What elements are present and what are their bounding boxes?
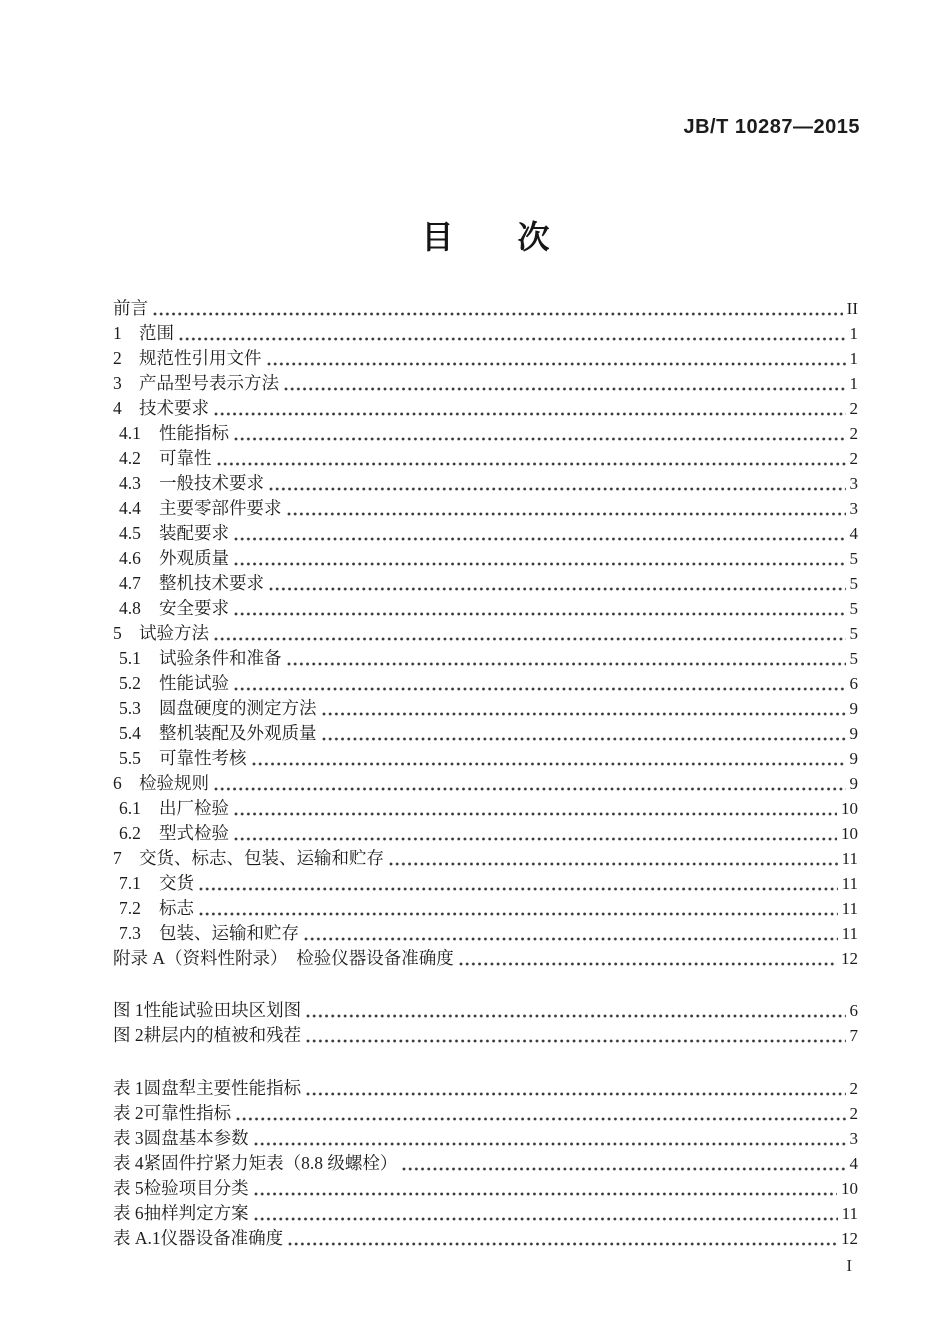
toc-entry-number: 表 6 (113, 1203, 144, 1223)
toc-entry-label: 圆盘基本参数 (143, 1128, 249, 1148)
toc-entry-number: 表 3 (113, 1128, 144, 1148)
toc-entry (113, 396, 858, 421)
toc-entry-page: 5 (849, 549, 858, 568)
toc-dotted-leader (153, 311, 843, 317)
toc-entry-label: 仪器设备准确度 (160, 1228, 284, 1248)
toc-entry (113, 596, 858, 621)
toc-dotted-leader (288, 1241, 837, 1247)
toc-dotted-leader (234, 686, 846, 692)
toc-entry-number: 1 (113, 323, 122, 343)
toc-entry-label: 装配要求 (159, 523, 229, 543)
toc-dotted-leader (234, 611, 846, 617)
toc-entry-number: 4.5 (119, 523, 141, 543)
toc-entry-number: 5.4 (119, 723, 141, 743)
toc-entry-page: 10 (841, 1179, 858, 1198)
table-of-contents (113, 296, 858, 1251)
toc-entry-page: 11 (841, 1204, 858, 1223)
toc-dotted-leader (284, 386, 846, 392)
toc-entry-page: 9 (849, 699, 858, 718)
toc-entry-page: 11 (841, 849, 858, 868)
toc-entry-number: 7.3 (119, 923, 141, 943)
toc-entry (113, 346, 858, 371)
toc-dotted-leader (214, 636, 846, 642)
toc-entry (113, 471, 858, 496)
toc-entry-label: 试验方法 (139, 623, 209, 643)
toc-entry-label: 标志 (159, 898, 194, 918)
toc-dotted-leader (234, 811, 837, 817)
toc-entry (113, 771, 858, 796)
footer-page-number: I (846, 1256, 852, 1275)
toc-dotted-leader (269, 486, 846, 492)
toc-dotted-leader (254, 1141, 846, 1147)
toc-entry-number: 4.7 (119, 573, 141, 593)
toc-entry-page: 3 (849, 1129, 858, 1148)
toc-entry (113, 998, 858, 1023)
toc-entry (113, 871, 858, 896)
toc-entry-number: 4.6 (119, 548, 141, 568)
toc-entry (113, 371, 858, 396)
toc-entry (113, 1023, 858, 1048)
toc-entry-page: 11 (841, 924, 858, 943)
toc-entry (113, 921, 858, 946)
toc-entry-label: 检验项目分类 (143, 1178, 249, 1198)
toc-entry (113, 896, 858, 921)
toc-entry-number: 表 A.1 (113, 1228, 161, 1248)
toc-entry-page: 2 (849, 399, 858, 418)
toc-dotted-leader (252, 761, 846, 767)
toc-entry-label: 型式检验 (159, 823, 229, 843)
toc-entry-label: 圆盘犁主要性能指标 (143, 1078, 302, 1098)
toc-entry (113, 1151, 858, 1176)
toc-entry-page: 10 (841, 799, 858, 818)
toc-dotted-leader (322, 711, 846, 717)
toc-dotted-leader (287, 511, 846, 517)
toc-entry-label: 产品型号表示方法 (139, 373, 279, 393)
toc-entry-label: 可靠性指标 (143, 1103, 232, 1123)
toc-entry-page: 2 (849, 1079, 858, 1098)
toc-entry-page: 4 (849, 1154, 858, 1173)
toc-entry-label: 范围 (139, 323, 174, 343)
toc-entry-label: 一般技术要求 (159, 473, 264, 493)
toc-entry-page: 11 (841, 874, 858, 893)
toc-dotted-leader (214, 411, 846, 417)
toc-entry-label: 可靠性考核 (159, 748, 247, 768)
toc-entry (113, 1126, 858, 1151)
toc-entry-page: 9 (849, 724, 858, 743)
toc-entry-number: 2 (113, 348, 122, 368)
toc-entry-label: 整机装配及外观质量 (159, 723, 317, 743)
toc-entry-page: 2 (849, 449, 858, 468)
toc-table-entries (113, 1076, 858, 1251)
toc-entry-number: 表 4 (113, 1153, 144, 1173)
toc-dotted-leader (234, 561, 846, 567)
toc-dotted-leader (306, 1091, 845, 1097)
toc-entry-number: 6 (113, 773, 122, 793)
toc-entry (113, 446, 858, 471)
toc-entry (113, 1201, 858, 1226)
toc-entry-number: 4.8 (119, 598, 141, 618)
toc-entry-number: 3 (113, 373, 122, 393)
toc-entry-page: 2 (849, 424, 858, 443)
toc-entry-page: 5 (849, 574, 858, 593)
toc-entry-number: 5 (113, 623, 122, 643)
toc-entry-page: 2 (849, 1104, 858, 1123)
toc-entry-number: 6.2 (119, 823, 141, 843)
toc-entry-label: 性能试验田块区划图 (143, 1000, 302, 1020)
toc-entry-number: 4.2 (119, 448, 141, 468)
toc-entry-number: 4.4 (119, 498, 141, 518)
toc-entry-number: 6.1 (119, 798, 141, 818)
toc-entry-number: 7.2 (119, 898, 141, 918)
toc-entry-number: 7 (113, 848, 122, 868)
toc-dotted-leader (234, 436, 846, 442)
toc-entry-number: 表 1 (113, 1078, 144, 1098)
toc-dotted-leader (214, 786, 846, 792)
toc-entry-page: 10 (841, 824, 858, 843)
toc-entry-label: 性能试验 (159, 673, 229, 693)
toc-dotted-leader (306, 1038, 845, 1044)
toc-entry-page: 12 (841, 1229, 858, 1248)
toc-entry (113, 646, 858, 671)
toc-dotted-leader (217, 461, 846, 467)
toc-entry-label: 规范性引用文件 (139, 348, 262, 368)
toc-entry-page: 11 (841, 899, 858, 918)
toc-entry-label: 性能指标 (159, 423, 229, 443)
toc-entry-label: 主要零部件要求 (159, 498, 282, 518)
toc-entry (113, 846, 858, 871)
toc-entry-label: 检验规则 (139, 773, 209, 793)
toc-entry-page: 1 (849, 324, 858, 343)
toc-dotted-leader (459, 961, 837, 967)
toc-entry-label: 交货、标志、包装、运输和贮存 (139, 848, 384, 868)
toc-entry-page: 9 (849, 774, 858, 793)
standard-number-header: JB/T 10287—2015 (683, 116, 860, 138)
toc-entry-number: 4.3 (119, 473, 141, 493)
toc-entry-label: 附录 A（资料性附录） 检验仪器设备准确度 (113, 948, 454, 968)
toc-entry-label: 前言 (113, 298, 148, 318)
toc-entry-number: 5.5 (119, 748, 141, 768)
toc-entry-page: 6 (849, 1001, 858, 1020)
toc-entry-number: 图 1 (113, 1000, 144, 1020)
toc-entry (113, 496, 858, 521)
toc-entry-page: 5 (849, 649, 858, 668)
toc-entry (113, 821, 858, 846)
toc-entry-label: 出厂检验 (159, 798, 229, 818)
toc-entry (113, 946, 858, 971)
toc-entry-page: 3 (849, 499, 858, 518)
toc-entry (113, 696, 858, 721)
toc-section-entries (113, 296, 858, 971)
toc-entry-number: 表 2 (113, 1103, 144, 1123)
toc-entry-label: 交货 (159, 873, 194, 893)
toc-entry (113, 571, 858, 596)
toc-entry-label: 圆盘硬度的测定方法 (159, 698, 317, 718)
toc-entry (113, 1226, 858, 1251)
toc-entry-page: 5 (849, 624, 858, 643)
toc-entry (113, 671, 858, 696)
toc-entry-page: 1 (849, 374, 858, 393)
toc-entry (113, 421, 858, 446)
toc-entry-number: 表 5 (113, 1178, 144, 1198)
toc-dotted-leader (254, 1216, 838, 1222)
toc-figure-entries (113, 998, 858, 1048)
toc-entry-page: 6 (849, 674, 858, 693)
toc-entry-page: 7 (849, 1026, 858, 1045)
toc-entry (113, 296, 858, 321)
toc-dotted-leader (234, 836, 837, 842)
toc-entry-page: 5 (849, 599, 858, 618)
toc-entry (113, 721, 858, 746)
toc-entry-number: 5.3 (119, 698, 141, 718)
toc-dotted-leader (269, 586, 846, 592)
toc-dotted-leader (267, 361, 846, 367)
toc-dotted-leader (304, 936, 838, 942)
toc-entry-label: 包装、运输和贮存 (159, 923, 299, 943)
toc-entry-page: II (846, 299, 858, 318)
toc-dotted-leader (306, 1013, 845, 1019)
page-title: 目 次 (421, 219, 550, 255)
toc-entry-number: 7.1 (119, 873, 141, 893)
toc-entry-label: 试验条件和准备 (159, 648, 282, 668)
toc-entry-page: 3 (849, 474, 858, 493)
toc-dotted-leader (254, 1191, 837, 1197)
toc-entry (113, 746, 858, 771)
toc-entry (113, 546, 858, 571)
toc-dotted-leader (199, 911, 838, 917)
toc-entry-label: 整机技术要求 (159, 573, 264, 593)
toc-entry-page: 9 (849, 749, 858, 768)
toc-entry (113, 321, 858, 346)
toc-entry-number: 4.1 (119, 423, 141, 443)
toc-entry-label: 抽样判定方案 (143, 1203, 249, 1223)
toc-entry (113, 1176, 858, 1201)
toc-entry-page: 1 (849, 349, 858, 368)
toc-entry-page: 4 (849, 524, 858, 543)
toc-entry-label: 技术要求 (139, 398, 209, 418)
toc-dotted-leader (179, 336, 846, 342)
toc-entry (113, 1076, 858, 1101)
toc-entry-page: 12 (841, 949, 858, 968)
toc-dotted-leader (199, 886, 838, 892)
toc-entry (113, 1101, 858, 1126)
toc-entry (113, 796, 858, 821)
toc-dotted-leader (389, 861, 838, 867)
toc-entry (113, 621, 858, 646)
toc-entry-label: 耕层内的植被和残茬 (143, 1025, 302, 1045)
toc-dotted-leader (402, 1166, 845, 1172)
toc-entry-number: 图 2 (113, 1025, 144, 1045)
toc-entry-label: 外观质量 (159, 548, 229, 568)
toc-entry-number: 5.2 (119, 673, 141, 693)
toc-entry-label: 安全要求 (159, 598, 229, 618)
toc-entry-label: 紧固件拧紧力矩表（8.8 级螺栓） (143, 1153, 398, 1173)
toc-dotted-leader (287, 661, 846, 667)
toc-entry-label: 可靠性 (159, 448, 212, 468)
toc-dotted-leader (322, 736, 846, 742)
toc-dotted-leader (234, 536, 846, 542)
toc-entry (113, 521, 858, 546)
toc-dotted-leader (236, 1116, 845, 1122)
toc-entry-number: 4 (113, 398, 122, 418)
toc-entry-number: 5.1 (119, 648, 141, 668)
